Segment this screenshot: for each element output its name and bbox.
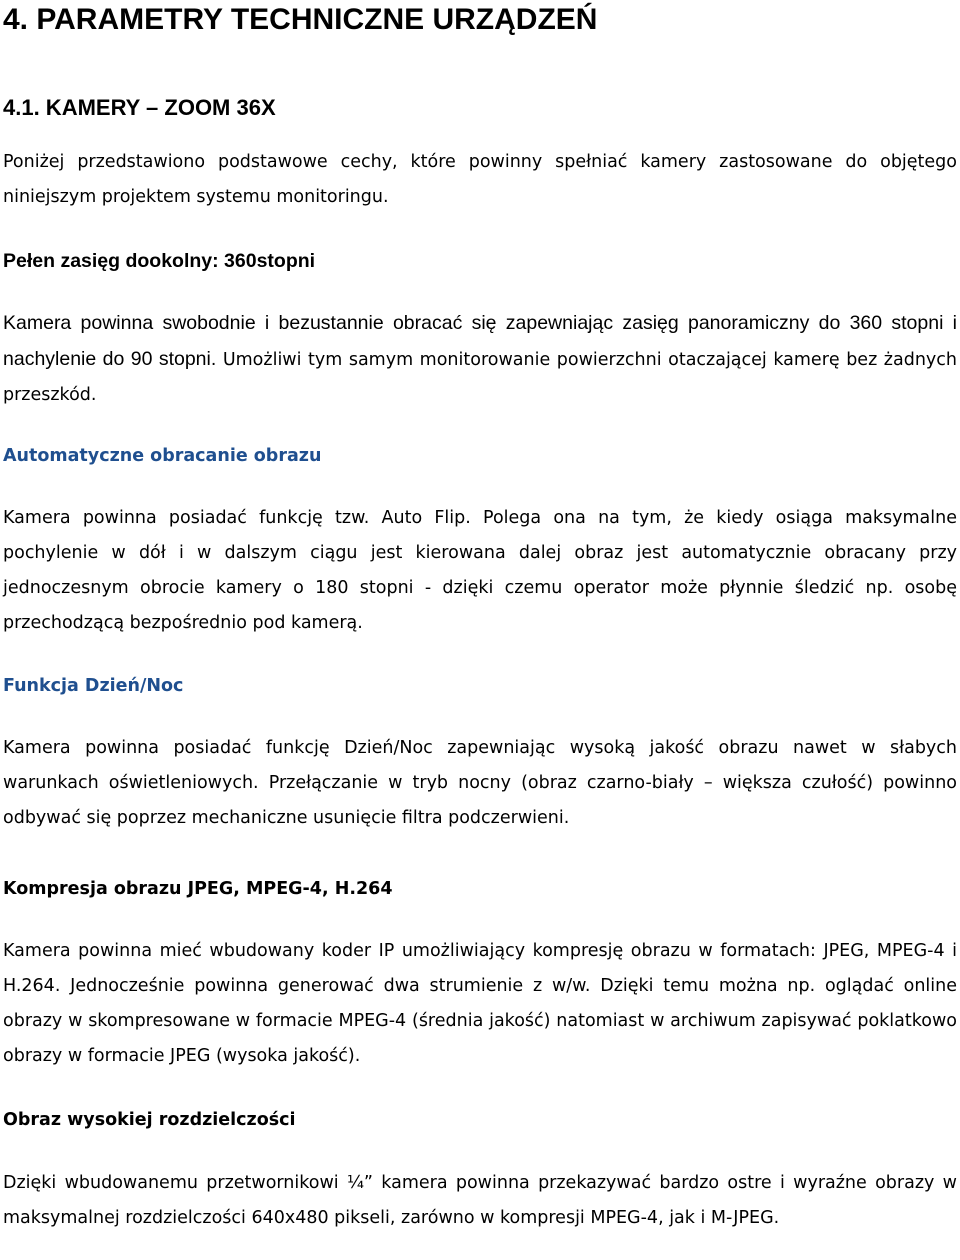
intro-paragraph: Poniżej przedstawiono podstawowe cechy, które powinny spełniać kamery zastosowane do objętego niniejszym projektem systemu monitoringu. bbox=[3, 152, 957, 207]
heading-panorama: Pełen zasięg dookolny: 360stopni bbox=[3, 250, 316, 272]
heading-resolution: Obraz wysokiej rozdzielczości bbox=[3, 1110, 296, 1130]
page-title: 4. PARAMETRY TECHNICZNE URZĄDZEŃ bbox=[3, 3, 598, 36]
heading-day-night: Funkcja Dzień/Noc bbox=[3, 676, 184, 696]
section-subtitle: 4.1. KAMERY – ZOOM 36X bbox=[3, 95, 276, 120]
paragraph-panorama-part2: Umożliwi tym samym monitorowanie powierzchni otaczającej kamerę bez żadnych przeszkód. bbox=[3, 350, 957, 405]
paragraph-auto-flip bbox=[3, 501, 957, 641]
paragraph-panorama bbox=[3, 306, 957, 413]
paragraph-compression: Kamera powinna mieć wbudowany koder IP umożliwiający kompresję obrazu w formatach: JPEG, MPEG-4 i H.264. Jednocześnie powinna generować dwa strumienie z w/w. Dzięki temu można np. oglądać online obrazy w skompresowane w formacie MPEG-4 (średnia jakość) natomiast w archiwum zapisywać poklatkowo obrazy w formacie JPEG (wysoka jakość). bbox=[3, 941, 957, 1066]
paragraph-auto-flip-part2: Polega ona na tym, że kiedy osiąga maksymalne pochylenie w dół i w dalszym ciągu jest kierowana dalej obraz jest automatycznie obracany przy jednoczesnym obrocie kamery o 180 stopni - dzięki czemu operator może płynnie śledzić np. osobę przechodzącą bezpośrednio pod kamerą. bbox=[3, 508, 957, 633]
paragraph-day-night: Kamera powinna posiadać funkcję Dzień/Noc zapewniając wysoką jakość obrazu nawet w słabych warunkach oświetleniowych. Przełączanie w tryb nocny (obraz czarno-biały – większa czułość) powinno odbywać się poprzez mechaniczne usunięcie filtra podczerwieni. bbox=[3, 738, 957, 828]
paragraph-panorama-part1: Kamera powinna swobodnie i bezustannie obracać się zapewniając zasięg panoramiczny do 360 stopni i nachylenie do 90 stopni. bbox=[3, 312, 957, 370]
heading-auto-flip: Automatyczne obracanie obrazu bbox=[3, 446, 322, 466]
heading-compression: Kompresja obrazu JPEG, MPEG-4, H.264 bbox=[3, 879, 393, 899]
paragraph-resolution: Dzięki wbudowanemu przetwornikowi ¼” kamera powinna przekazywać bardzo ostre i wyraźne obrazy w maksymalnej rozdzielczości 640x480 pikseli, zarówno w kompresji MPEG-4, jak i M-JPEG. bbox=[3, 1173, 957, 1228]
paragraph-auto-flip-part1: Kamera powinna posiadać funkcję tzw. Auto Flip. bbox=[3, 508, 471, 528]
